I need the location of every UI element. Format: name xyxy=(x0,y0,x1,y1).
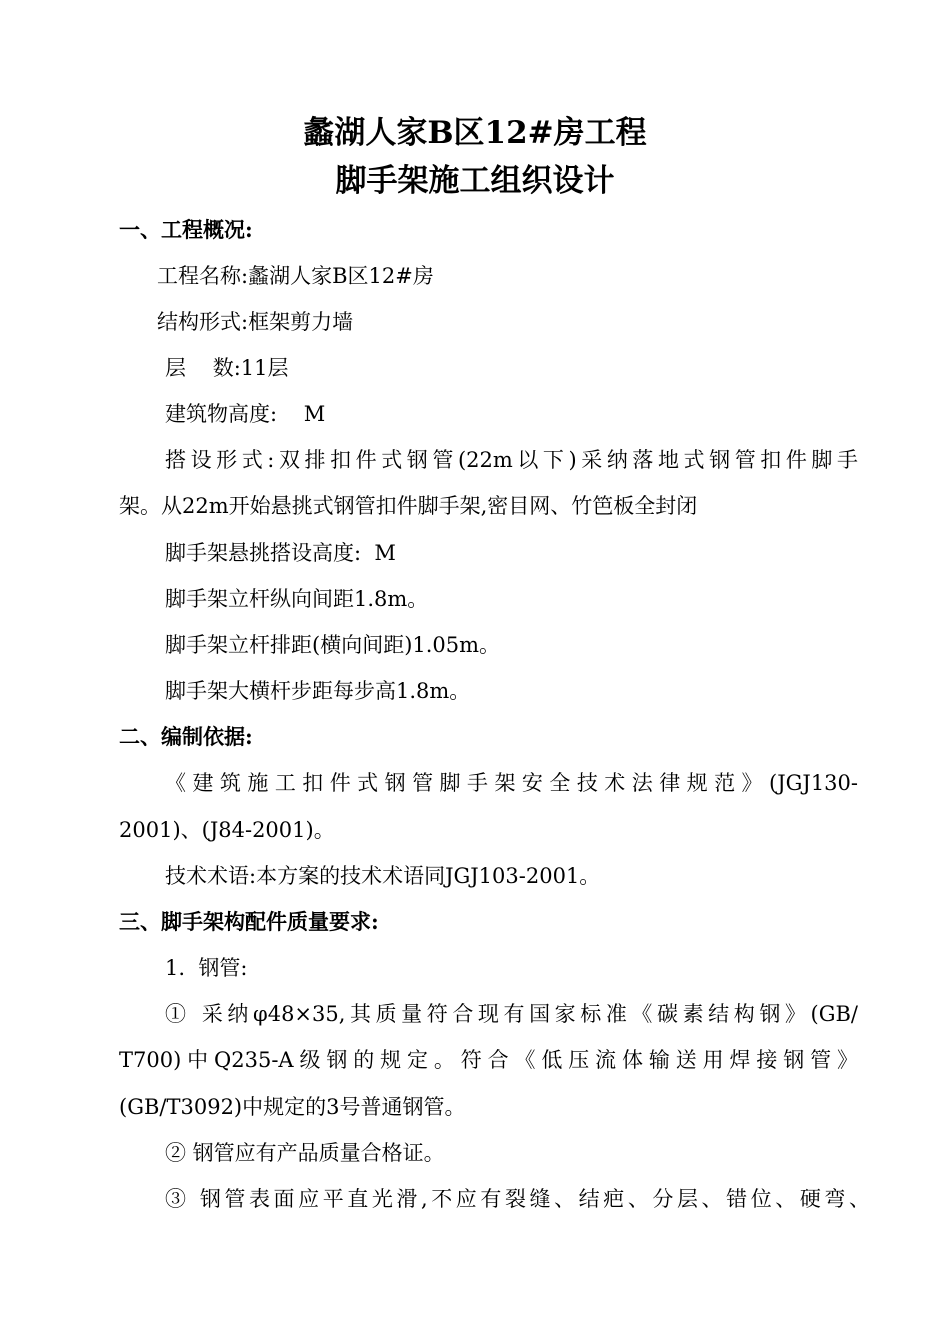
item-1a-line-2: T700)中Q235-A级钢的规定。符合《低压流体输送用焊接钢管》 xyxy=(119,1048,858,1072)
structure-line: 结构形式:框架剪力墙 xyxy=(157,310,354,334)
erection-form-line-2: 架。从22m开始悬挑式钢管扣件脚手架,密目网、竹笆板全封闭 xyxy=(119,494,698,518)
cantilever-height-line: 脚手架悬挑搭设高度: M xyxy=(165,541,396,565)
floors-line: 层 数:11层 xyxy=(165,356,289,380)
basis-line-1: 《建筑施工扣件式钢管脚手架安全技术法律规范》(JGJ130- xyxy=(165,771,858,795)
section-3-heading: 三、脚手架构配件质量要求: xyxy=(119,909,379,934)
row-spacing-line: 脚手架立杆排距(横向间距)1.05m。 xyxy=(165,633,501,657)
erection-form-line-1: 搭设形式:双排扣件式钢管(22m以下)采纳落地式钢管扣件脚手 xyxy=(165,448,858,472)
item-1a-line-3: (GB/T3092)中规定的3号普通钢管。 xyxy=(119,1095,466,1119)
document-title-line-1: 蠡湖人家B区12#房工程 xyxy=(303,115,647,151)
longitudinal-spacing-line: 脚手架立杆纵向间距1.8m。 xyxy=(165,587,429,611)
document-title-line-2: 脚手架施工组织设计 xyxy=(335,163,615,199)
step-distance-line: 脚手架大横杆步距每步高1.8m。 xyxy=(165,679,471,703)
project-name-line: 工程名称:蠡湖人家B区12#房 xyxy=(157,264,434,288)
building-height-line: 建筑物高度: M xyxy=(165,402,326,426)
item-1c-line-1: ③ 钢管表面应平直光滑,不应有裂缝、结疤、分层、错位、硬弯、 xyxy=(165,1187,870,1211)
item-1-title: 1. 钢管: xyxy=(165,956,248,980)
section-1-heading: 一、工程概况: xyxy=(119,217,253,242)
section-2-heading: 二、编制依据: xyxy=(119,724,253,749)
technical-terms-line: 技术术语:本方案的技术术语同JGJ103-2001。 xyxy=(165,864,601,888)
item-1b-line: ② 钢管应有产品质量合格证。 xyxy=(165,1141,445,1165)
item-1a-line-1: ① 采纳φ48×35,其质量符合现有国家标准《碳素结构钢》(GB/ xyxy=(165,1002,858,1026)
basis-line-2: 2001)、(J84-2001)。 xyxy=(119,818,335,842)
